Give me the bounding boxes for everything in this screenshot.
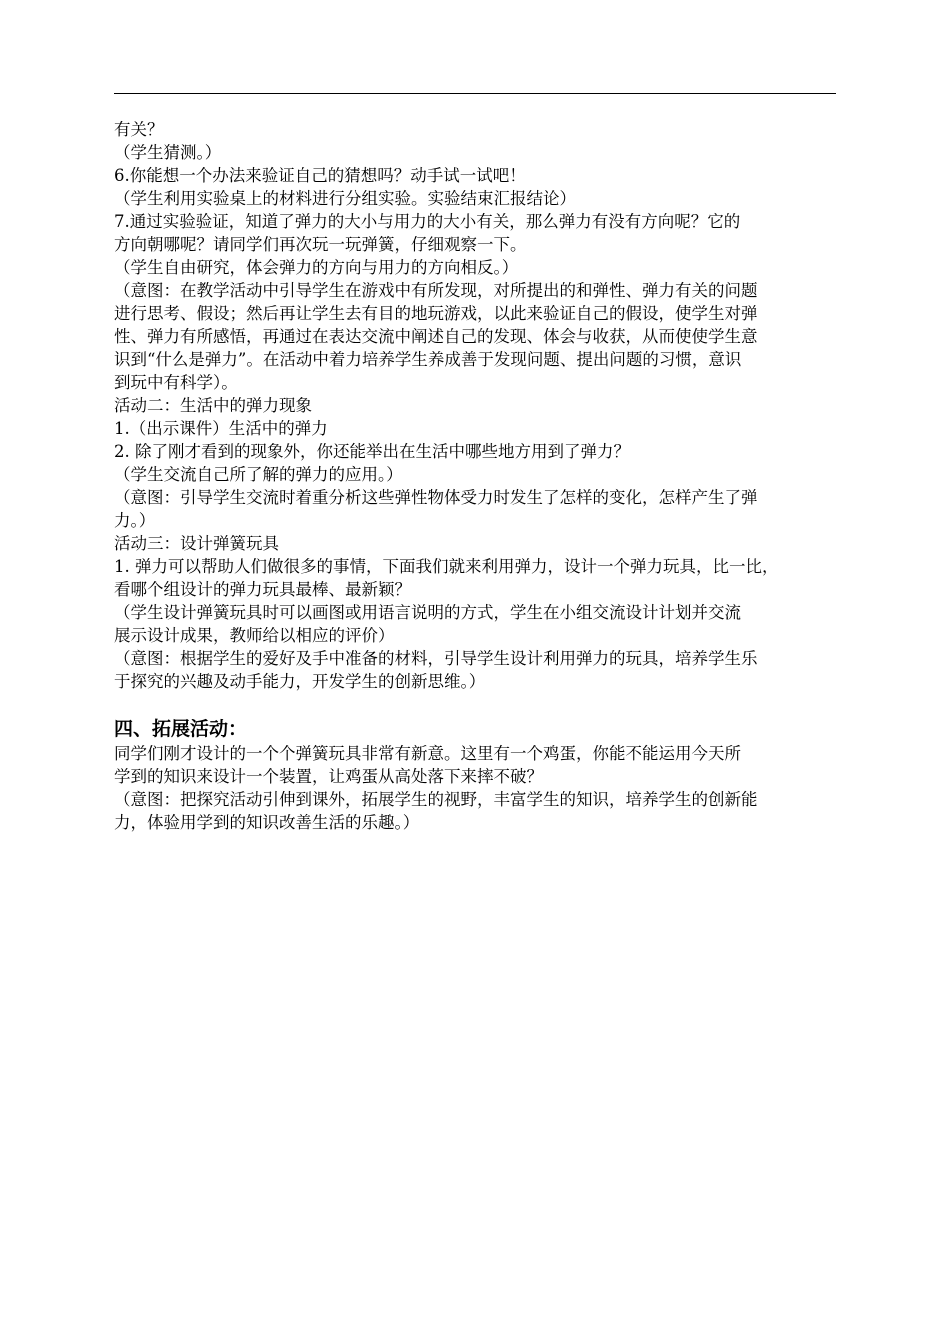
- text-line: 有关？: [114, 120, 164, 139]
- text-line: （意图：根据学生的爱好及手中准备的材料，引导学生设计利用弹力的玩具，培养学生乐: [114, 649, 758, 668]
- text-line: 同学们刚才设计的一个个弹簧玩具非常有新意。这里有一个鸡蛋，你能不能运用今天所: [114, 744, 741, 763]
- text-line: 1.（出示课件）生活中的弹力: [114, 419, 328, 438]
- text-line: 到玩中有科学）。: [114, 373, 238, 392]
- header-rule: [114, 93, 836, 94]
- activity-2-title: 活动二：生活中的弹力现象: [114, 396, 312, 415]
- text-line: （意图：把探究活动引伸到课外，拓展学生的视野，丰富学生的知识，培养学生的创新能: [114, 790, 758, 809]
- spacer: [114, 693, 844, 716]
- text-line: 2. 除了刚才看到的现象外，你还能举出在生活中哪些地方用到了弹力？: [114, 442, 630, 461]
- text-line: 性、弹力有所感悟，再通过在表达交流中阐述自己的发现、体会与收获，从而使使学生意: [114, 327, 758, 346]
- activity-3-title: 活动三：设计弹簧玩具: [114, 534, 279, 553]
- text-line: 6.你能想一个办法来验证自己的猜想吗？动手试一试吧！: [114, 166, 526, 185]
- text-line: 方向朝哪呢？请同学们再次玩一玩弹簧，仔细观察一下。: [114, 235, 527, 254]
- text-line: 力，体验用学到的知识改善生活的乐趣。）: [114, 813, 420, 832]
- text-line: （学生猜测。）: [114, 143, 222, 162]
- text-line: （学生交流自己所了解的弹力的应用。）: [114, 465, 403, 484]
- text-line: 识到“什么是弹力”。在活动中着力培养学生养成善于发现问题、提出问题的习惯，意识: [114, 350, 742, 369]
- text-line: 1. 弹力可以帮助人们做很多的事情，下面我们就来利用弹力，设计一个弹力玩具，比一比，: [114, 557, 779, 576]
- text-line: 进行思考、假设；然后再让学生去有目的地玩游戏，以此来验证自己的假设，使学生对弹: [114, 304, 758, 323]
- section-4-heading: 四、拓展活动：: [114, 718, 248, 740]
- text-line: 学到的知识来设计一个装置，让鸡蛋从高处落下来摔不破？: [114, 767, 543, 786]
- text-line: 于探究的兴趣及动手能力，开发学生的创新思维。）: [114, 672, 486, 691]
- text-line: 展示设计成果，教师给以相应的评价）: [114, 626, 395, 645]
- text-line: 看哪个组设计的弹力玩具最棒、最新颖？: [114, 580, 411, 599]
- text-line: （学生自由研究，体会弹力的方向与用力的方向相反。）: [114, 258, 519, 277]
- document-body: [114, 118, 844, 834]
- text-line: （学生利用实验桌上的材料进行分组实验。实验结束汇报结论）: [114, 189, 576, 208]
- text-line: （意图：引导学生交流时着重分析这些弹性物体受力时发生了怎样的变化，怎样产生了弹: [114, 488, 758, 507]
- text-line: 力。）: [114, 511, 156, 530]
- text-line: （意图：在教学活动中引导学生在游戏中有所发现，对所提出的和弹性、弹力有关的问题: [114, 281, 758, 300]
- text-line: （学生设计弹簧玩具时可以画图或用语言说明的方式，学生在小组交流设计计划并交流: [114, 603, 741, 622]
- text-line: 7.通过实验验证，知道了弹力的大小与用力的大小有关，那么弹力有没有方向呢？它的: [114, 212, 741, 231]
